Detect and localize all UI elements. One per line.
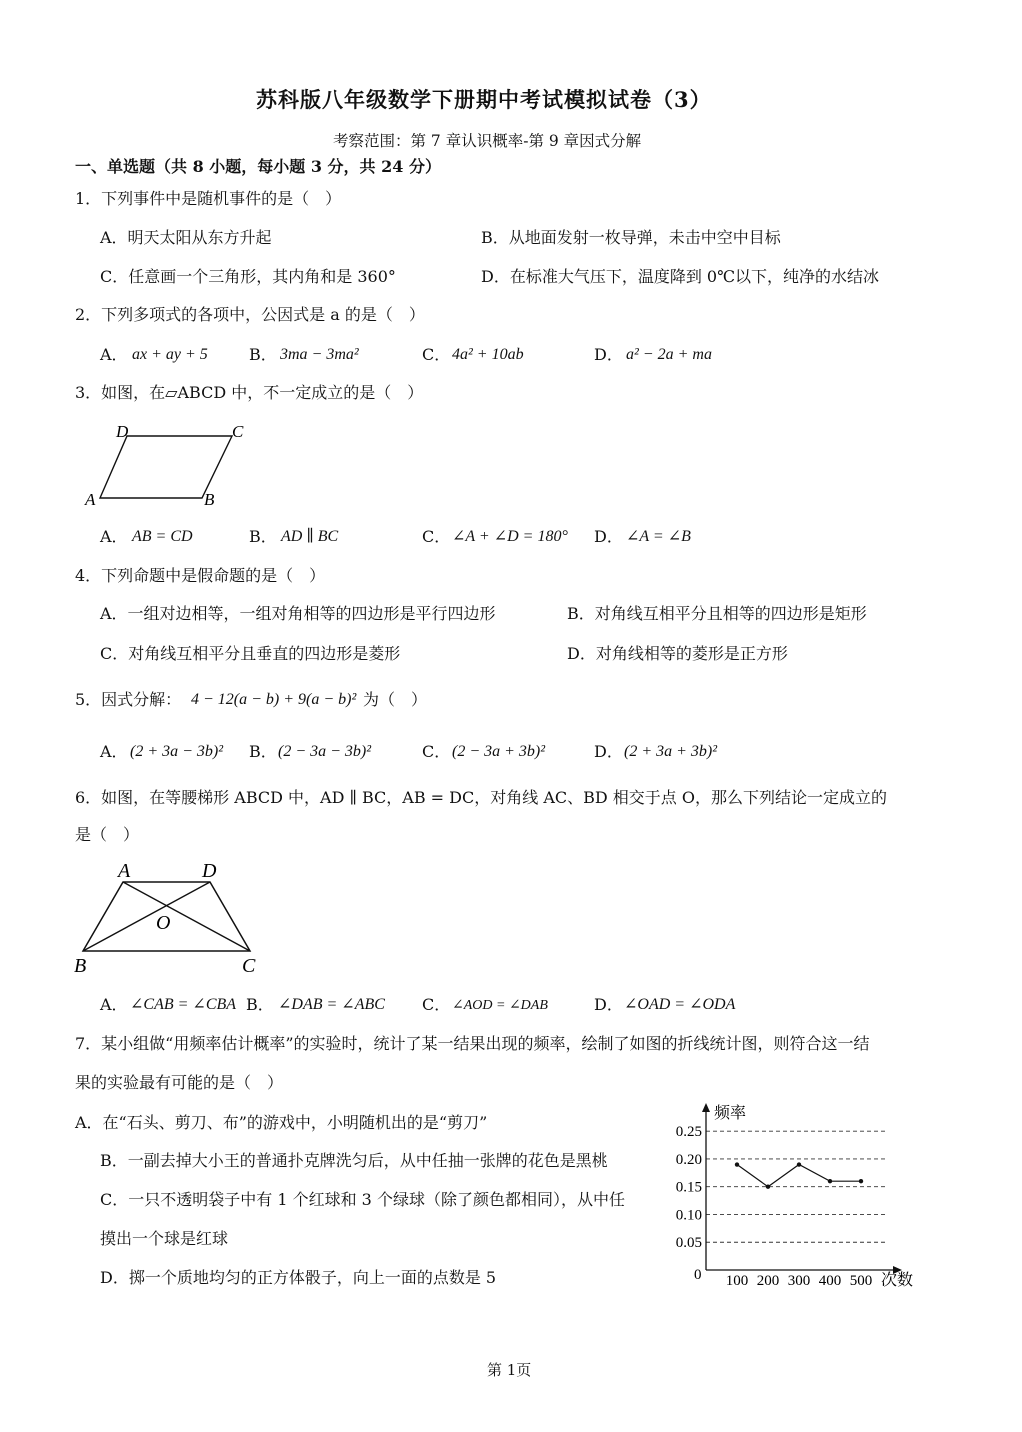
q3-option-d-label: D． [594, 527, 623, 546]
q2-option-c-label: C． [422, 345, 451, 364]
q6-option-a-label: A． [100, 995, 128, 1014]
q6-option-b-label: B． [246, 995, 274, 1014]
chart-data-point [828, 1179, 832, 1183]
trapezoid-label-d: D [202, 860, 217, 882]
q6-stem-line1: 6．如图，在等腰梯形 ABCD 中，AD ∥ BC，AB = DC，对角线 AC、BD 相交于点 O，那么下列结论一定成立的 [75, 788, 887, 807]
q6-option-b-expr: ∠DAB = ∠ABC [278, 996, 385, 1013]
chart-ytick-label: 0.05 [675, 1235, 702, 1252]
q3-option-b-label: B． [249, 527, 277, 546]
q3-option-c-label: C． [422, 527, 451, 546]
q2-option-a-expr: ax + ay + 5 [132, 346, 208, 363]
q7-option-d: D．掷一个质地均匀的正方体骰子，向上一面的点数是 5 [100, 1268, 497, 1287]
trapezoid-label-o: O [156, 912, 171, 934]
chart-data-point [797, 1162, 801, 1166]
parallelogram-label-d: D [116, 422, 129, 441]
chart-xtick-label: 300 [787, 1273, 811, 1289]
parallelogram-label-a: A [85, 490, 96, 509]
trapezoid-label-b: B [74, 955, 87, 977]
chart-ytick-label: 0.25 [675, 1124, 702, 1141]
q7-option-c-line1: C．一只不透明袋子中有 1 个红球和 3 个绿球（除了颜色都相同），从中任 [100, 1190, 625, 1209]
chart-data-point [735, 1162, 739, 1166]
q7-option-a: A．在“石头、剪刀、布”的游戏中，小明随机出的是“剪刀” [75, 1113, 488, 1132]
q2-option-d-expr: a² − 2a + ma [626, 346, 712, 363]
trapezoid-label-a: A [118, 860, 131, 882]
chart-xtick-label: 400 [818, 1273, 842, 1289]
frequency-line-chart [660, 1095, 930, 1295]
exam-scope: 考察范围：第 7 章认识概率-第 9 章因式分解 [333, 132, 642, 150]
q6-option-c-expr: ∠AOD = ∠DAB [452, 998, 548, 1013]
q5-stem-expr: 4 − 12(a − b) + 9(a − b)² [191, 691, 357, 708]
q3-option-c-expr: ∠A + ∠D = 180° [452, 528, 568, 545]
q4-option-a: A．一组对边相等，一组对角相等的四边形是平行四边形 [100, 604, 496, 623]
chart-data-point [766, 1185, 770, 1189]
q5-option-b-expr: (2 − 3a − 3b)² [278, 743, 372, 760]
q5-option-c-label: C． [422, 742, 451, 761]
chart-xtick-label: 200 [756, 1273, 780, 1289]
q7-option-b: B．一副去掉大小王的普通扑克牌洗匀后，从中任抽一张牌的花色是黑桃 [100, 1151, 608, 1170]
q6-stem-line2: 是（ ） [75, 825, 140, 844]
page-title: 苏科版八年级数学下册期中考试模拟试卷（3） [256, 87, 712, 112]
chart-ytick-label: 0.15 [675, 1179, 702, 1196]
q2-option-b-expr: 3ma − 3ma² [280, 346, 359, 363]
q7-option-c-line2: 摸出一个球是红球 [100, 1229, 229, 1248]
chart-ytick-label: 0.20 [675, 1151, 702, 1168]
q3-option-a-label: A． [100, 527, 128, 546]
q3-option-b-expr: AD ∥ BC [281, 528, 339, 545]
q4-option-d: D．对角线相等的菱形是正方形 [567, 644, 788, 663]
chart-x-label: 次数 [881, 1272, 914, 1289]
q5-option-c-expr: (2 − 3a + 3b)² [452, 743, 546, 760]
q5-option-d-expr: (2 + 3a + 3b)² [624, 743, 718, 760]
q5-stem-prefix: 5．因式分解： [75, 690, 182, 709]
q7-stem-line2: 果的实验最有可能的是（ ） [75, 1073, 284, 1092]
q2-option-b-label: B． [249, 345, 277, 364]
chart-xtick-label: 100 [725, 1273, 749, 1289]
q5-option-d-label: D． [594, 742, 623, 761]
q2-stem: 2．下列多项式的各项中，公因式是 a 的是（ ） [75, 305, 425, 324]
q4-stem: 4．下列命题中是假命题的是（ ） [75, 566, 326, 585]
parallelogram-label-c: C [232, 422, 244, 441]
q2-option-c-expr: 4a² + 10ab [452, 346, 524, 363]
page-number: 第 1页 [487, 1361, 532, 1379]
q7-stem-line1: 7．某小组做“用频率估计概率”的实验时，统计了某一结果出现的频率，绘制了如图的折线统计图，则符合这一结 [75, 1034, 870, 1053]
chart-series-line [737, 1165, 861, 1187]
q4-option-b: B．对角线互相平分且相等的四边形是矩形 [567, 604, 867, 623]
trapezoid-figure [70, 855, 270, 980]
chart-ytick-label: 0.10 [675, 1207, 702, 1224]
q3-stem: 3．如图，在▱ABCD 中，不一定成立的是（ ） [75, 383, 424, 402]
parallelogram-figure [80, 418, 260, 513]
q6-option-c-label: C． [422, 995, 451, 1014]
q1-option-a: A．明天太阳从东方升起 [100, 228, 272, 247]
chart-origin-label: 0 [694, 1267, 702, 1283]
section-heading: 一、单选题（共 8 小题，每小题 3 分，共 24 分） [75, 157, 441, 176]
trapezoid-label-c: C [242, 955, 256, 977]
q6-option-d-expr: ∠OAD = ∠ODA [624, 996, 736, 1013]
q1-option-d: D．在标准大气压下，温度降到 0℃以下，纯净的水结冰 [481, 267, 879, 286]
q1-option-c: C．任意画一个三角形，其内角和是 360° [100, 267, 396, 286]
q3-option-a-expr: AB = CD [132, 528, 193, 545]
q6-option-d-label: D． [594, 995, 623, 1014]
q2-option-a-label: A． [100, 345, 128, 364]
q1-stem: 1．下列事件中是随机事件的是（ ） [75, 189, 342, 208]
y-axis-arrow-icon [702, 1103, 710, 1112]
chart-data-point [859, 1179, 863, 1183]
chart-xtick-label: 500 [849, 1273, 873, 1289]
q5-option-b-label: B． [249, 742, 277, 761]
q6-option-a-expr: ∠CAB = ∠CBA [130, 996, 237, 1013]
q1-option-b: B．从地面发射一枚导弹，未击中空中目标 [481, 228, 781, 247]
q4-option-c: C．对角线互相平分且垂直的四边形是菱形 [100, 644, 401, 663]
q5-option-a-label: A． [100, 742, 128, 761]
parallelogram-label-b: B [204, 490, 215, 509]
q5-option-a-expr: (2 + 3a − 3b)² [130, 743, 224, 760]
q3-option-d-expr: ∠A = ∠B [626, 528, 691, 545]
q2-option-d-label: D． [594, 345, 623, 364]
chart-y-label: 频率 [714, 1105, 747, 1122]
q5-stem-suffix: 为（ ） [363, 690, 428, 709]
